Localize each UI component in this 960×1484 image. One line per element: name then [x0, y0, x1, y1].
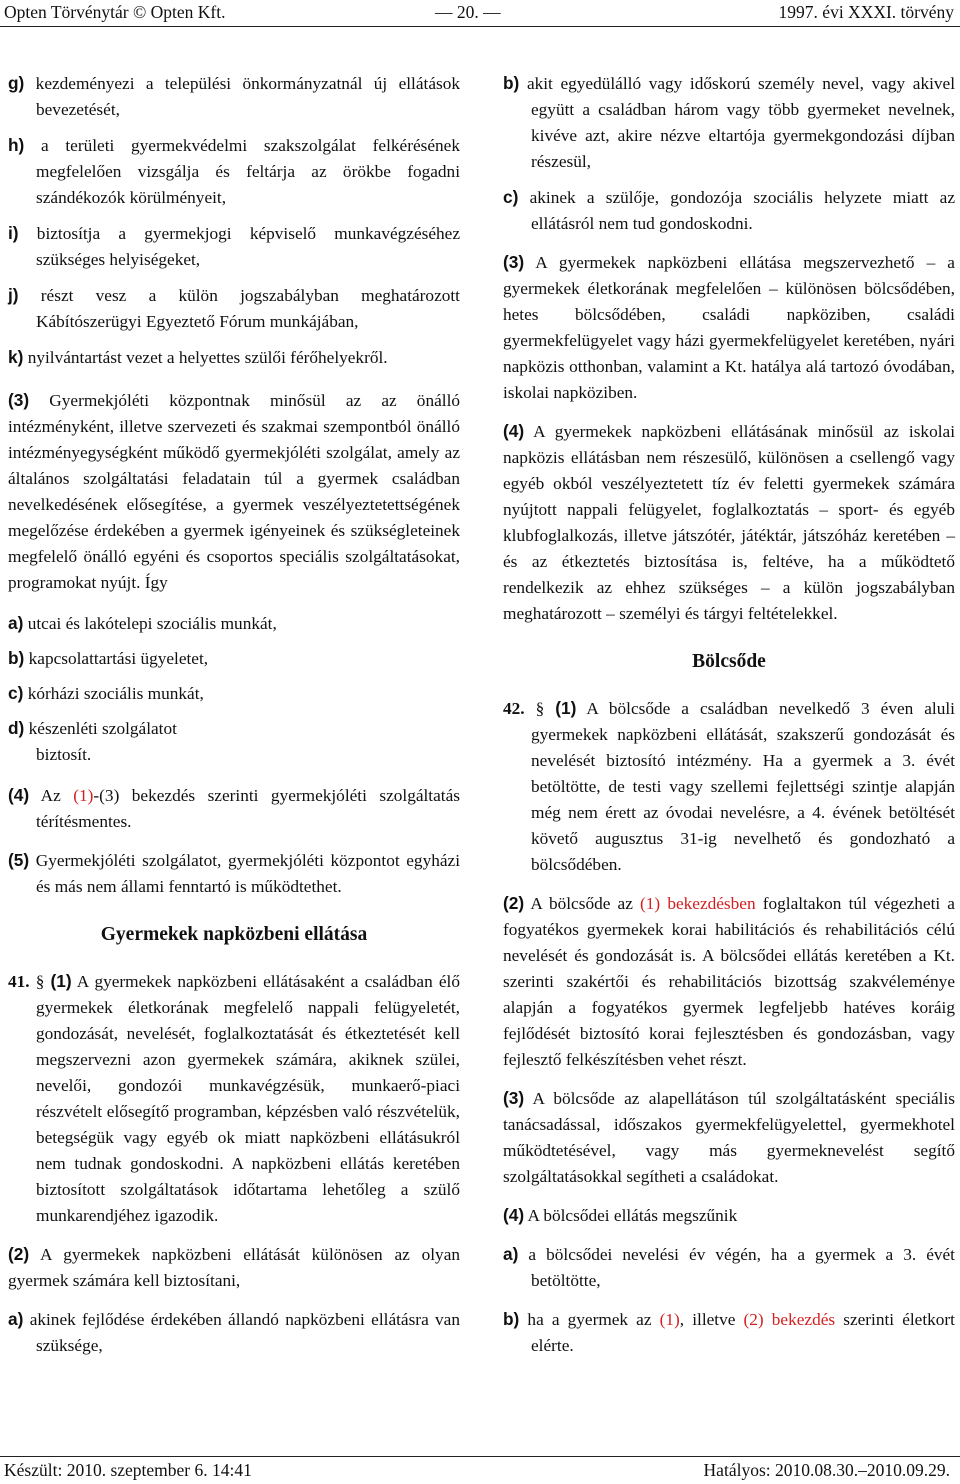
- footer-rule: [0, 1456, 960, 1457]
- list-item: a) akinek fejlődése érdekében állandó napközbeni ellátásra van szüksége,: [8, 1309, 460, 1355]
- paragraph-2: (2) A gyermekek napközbeni ellátását különösen az olyan gyermek számára kell biztosítani,: [8, 1244, 461, 1290]
- list-item: c) akinek a szülője, gondozója szociális helyzete miatt az ellátásról nem tud gondoskodni.: [503, 187, 955, 233]
- list-item: i) biztosítja a gyermekjogi képviselő munkavégzéséhez szükséges helyiségeket,: [8, 223, 460, 269]
- list-item: h) a területi gyermekvédelmi szakszolgálat felkérésének megfelelően vizsgálja és feltárja az örökbe fogadni szándékozók körülményeit,: [8, 135, 460, 207]
- list-item: j) részt vesz a külön jogszabályban meghatározott Kábítószerügyi Egyeztető Fórum munkájában,: [8, 285, 460, 331]
- reference-link[interactable]: (1): [73, 786, 94, 805]
- page-header: [0, 0, 960, 28]
- list-item: g) kezdeményezi a települési önkormányzatnál új ellátások bevezetését,: [8, 73, 460, 119]
- list-item: b) kapcsolattartási ügyeletet,: [8, 648, 209, 668]
- list-item: b) ha a gyermek az (1), illetve (2) bekezdés szerinti életkort elérte.: [503, 1309, 955, 1355]
- section-41: 41. § (1) A gyermekek napközbeni ellátásaként a családban élő gyermekek életkorának megfelelő nappali felügyeletét, gondozását, nevelését, foglalkoztatását és étkeztetését kell megszervezni azon gyermekek számára, akiknek szülei, nevelői, gondozói munkavégzésük, munkaerő-piaci részvételt elősegítő programban, képzésben való részvételük, betegségük vagy egyéb ok miatt napközbeni ellátásukról nem tudnak gondoskodni. A napközbeni ellátás keretében biztosított szolgáltatások időtartama lehetőleg a szülő munkarendjéhez igazodik.: [8, 971, 460, 1225]
- reference-link[interactable]: (1): [659, 1310, 680, 1329]
- left-column: [8, 70, 460, 1368]
- paragraph-4: (4) A gyermekek napközbeni ellátásának minősül az iskolai napközis ellátásban nem részesülő, különösen a csellengő vagy egyéb okból veszélyeztetett tíz év feletti gyermekek számára nyújtott nappali felügyelet, foglalkoztatás – sport- és egyéb klubfoglalkozás, illetve játszótér, játéktár, játszóház keretében – és az étkeztetés biztosítása is, feltéve, ha a működtető rendelkezik az ehhez szükséges – a külön jogszabályban meghatározott – személyi és tárgyi feltételekkel.: [503, 421, 955, 623]
- list-item: a) a bölcsődei nevelési év végén, ha a gyermek a 3. évét betöltötte,: [503, 1244, 955, 1290]
- header-rule: [0, 26, 960, 27]
- paragraph-2: (2) A bölcsőde az (1) bekezdésben foglaltakon túl végezheti a fogyatékos gyermekek korai habilitációs és rehabilitációs célú nevelését és gondozását is. A bölcsődei ellátás keretében a Kt. szerinti szakértői és rehabilitációs bizottság szakvéleménye alapján a fogyatékos gyermek legfeljebb hatéves koráig fejlődését biztosító korai fejlesztésben és gondozásban, vagy fejlesztő felkészítésben vehet részt.: [503, 893, 955, 1069]
- section-heading: Bölcsőde: [692, 651, 766, 672]
- section-heading: Gyermekek napközbeni ellátása: [100, 924, 368, 945]
- right-column: [503, 70, 955, 1368]
- section-42: 42. § (1) A bölcsőde a családban nevelkedő 3 éven aluli gyermekek napközbeni ellátását, szakszerű gondozását és nevelését biztosító intézmény. Ha a gyermek a 3. évét betöltötte, de testi vagy szellemi fejlettségi szintje alapján még nem érett az óvodai nevelésre, a 4. évének betöltését követő augusztus 31-ig nevelhető és gondozható a bölcsődében.: [503, 698, 955, 874]
- created-date: Készült: 2010. szeptember 6. 14:41: [4, 1460, 252, 1480]
- reference-link[interactable]: (1) bekezdésben: [640, 894, 756, 913]
- paragraph-3: (3) Gyermekjóléti központnak minősül az az önálló intézményként, illetve szervezeti és szakmai szempontból önálló intézményegységként működő gyermekjóléti szolgálat, amely az általános szolgáltatási feladatain túl a gyermek családban nevelkedésének elősegítése, a gyermek veszélyeztetettségének megelőzése érdekében a gyermek igényeinek és szükségleteinek megfelelő önálló egyéni és csoportos speciális szolgáltatásokat, programokat nyújt. Így: [8, 390, 461, 592]
- list-item: c) kórházi szociális munkát,: [8, 683, 204, 703]
- list-item: k) nyilvántartást vezet a helyettes szülői férőhelyekről.: [8, 347, 388, 367]
- page-number: — 20. —: [435, 2, 501, 22]
- closing-text: biztosít.: [36, 745, 92, 764]
- paragraph-4b: (4) A bölcsődei ellátás megszűnik: [503, 1205, 738, 1225]
- paragraph-5: (5) Gyermekjóléti szolgálatot, gyermekjóléti központot egyházi és más nem állami fenntartó is működtethet.: [8, 850, 460, 896]
- publisher-label: Opten Törvénytár © Opten Kft.: [4, 2, 226, 22]
- paragraph-3: (3) A gyermekek napközbeni ellátása megszervezhető – a gyermekek életkorának megfelelően – különösen bölcsődében, hetes bölcsődében, családi napköziben, családi gyermekfelügyelet vagy házi gyermekfelügyelet keretében, nyári napközis otthonban, valamint a Kt. hatálya alá tartozó óvodában, iskolai napköziben.: [503, 252, 955, 402]
- list-item: a) utcai és lakótelepi szociális munkát,: [8, 613, 277, 633]
- paragraph-3b: (3) A bölcsőde az alapellátáson túl szolgáltatásként speciális tanácsadással, időszakos gyermekfelügyelettel, gyermekhotel működtetésével, vagy más gyermeknevelést segítő szolgáltatásokkal segítheti a családokat.: [503, 1088, 956, 1186]
- effective-date: Hatályos: 2010.08.30.–2010.09.29.: [703, 1460, 950, 1480]
- list-item: b) akit egyedülálló vagy időskorú személy nevel, vagy akivel együtt a családban három vagy több gyermeket nevelnek, kivéve azt, akire nézve eltartója gyermekgondozási díjban részesül,: [503, 73, 956, 171]
- paragraph-4: (4) Az (1)-(3) bekezdés szerinti gyermekjóléti szolgáltatás térítésmentes.: [8, 785, 460, 831]
- reference-link[interactable]: (2) bekezdés: [743, 1310, 836, 1329]
- law-title: 1997. évi XXXI. törvény: [778, 2, 954, 22]
- list-item: d) készenléti szolgálatot: [8, 718, 177, 738]
